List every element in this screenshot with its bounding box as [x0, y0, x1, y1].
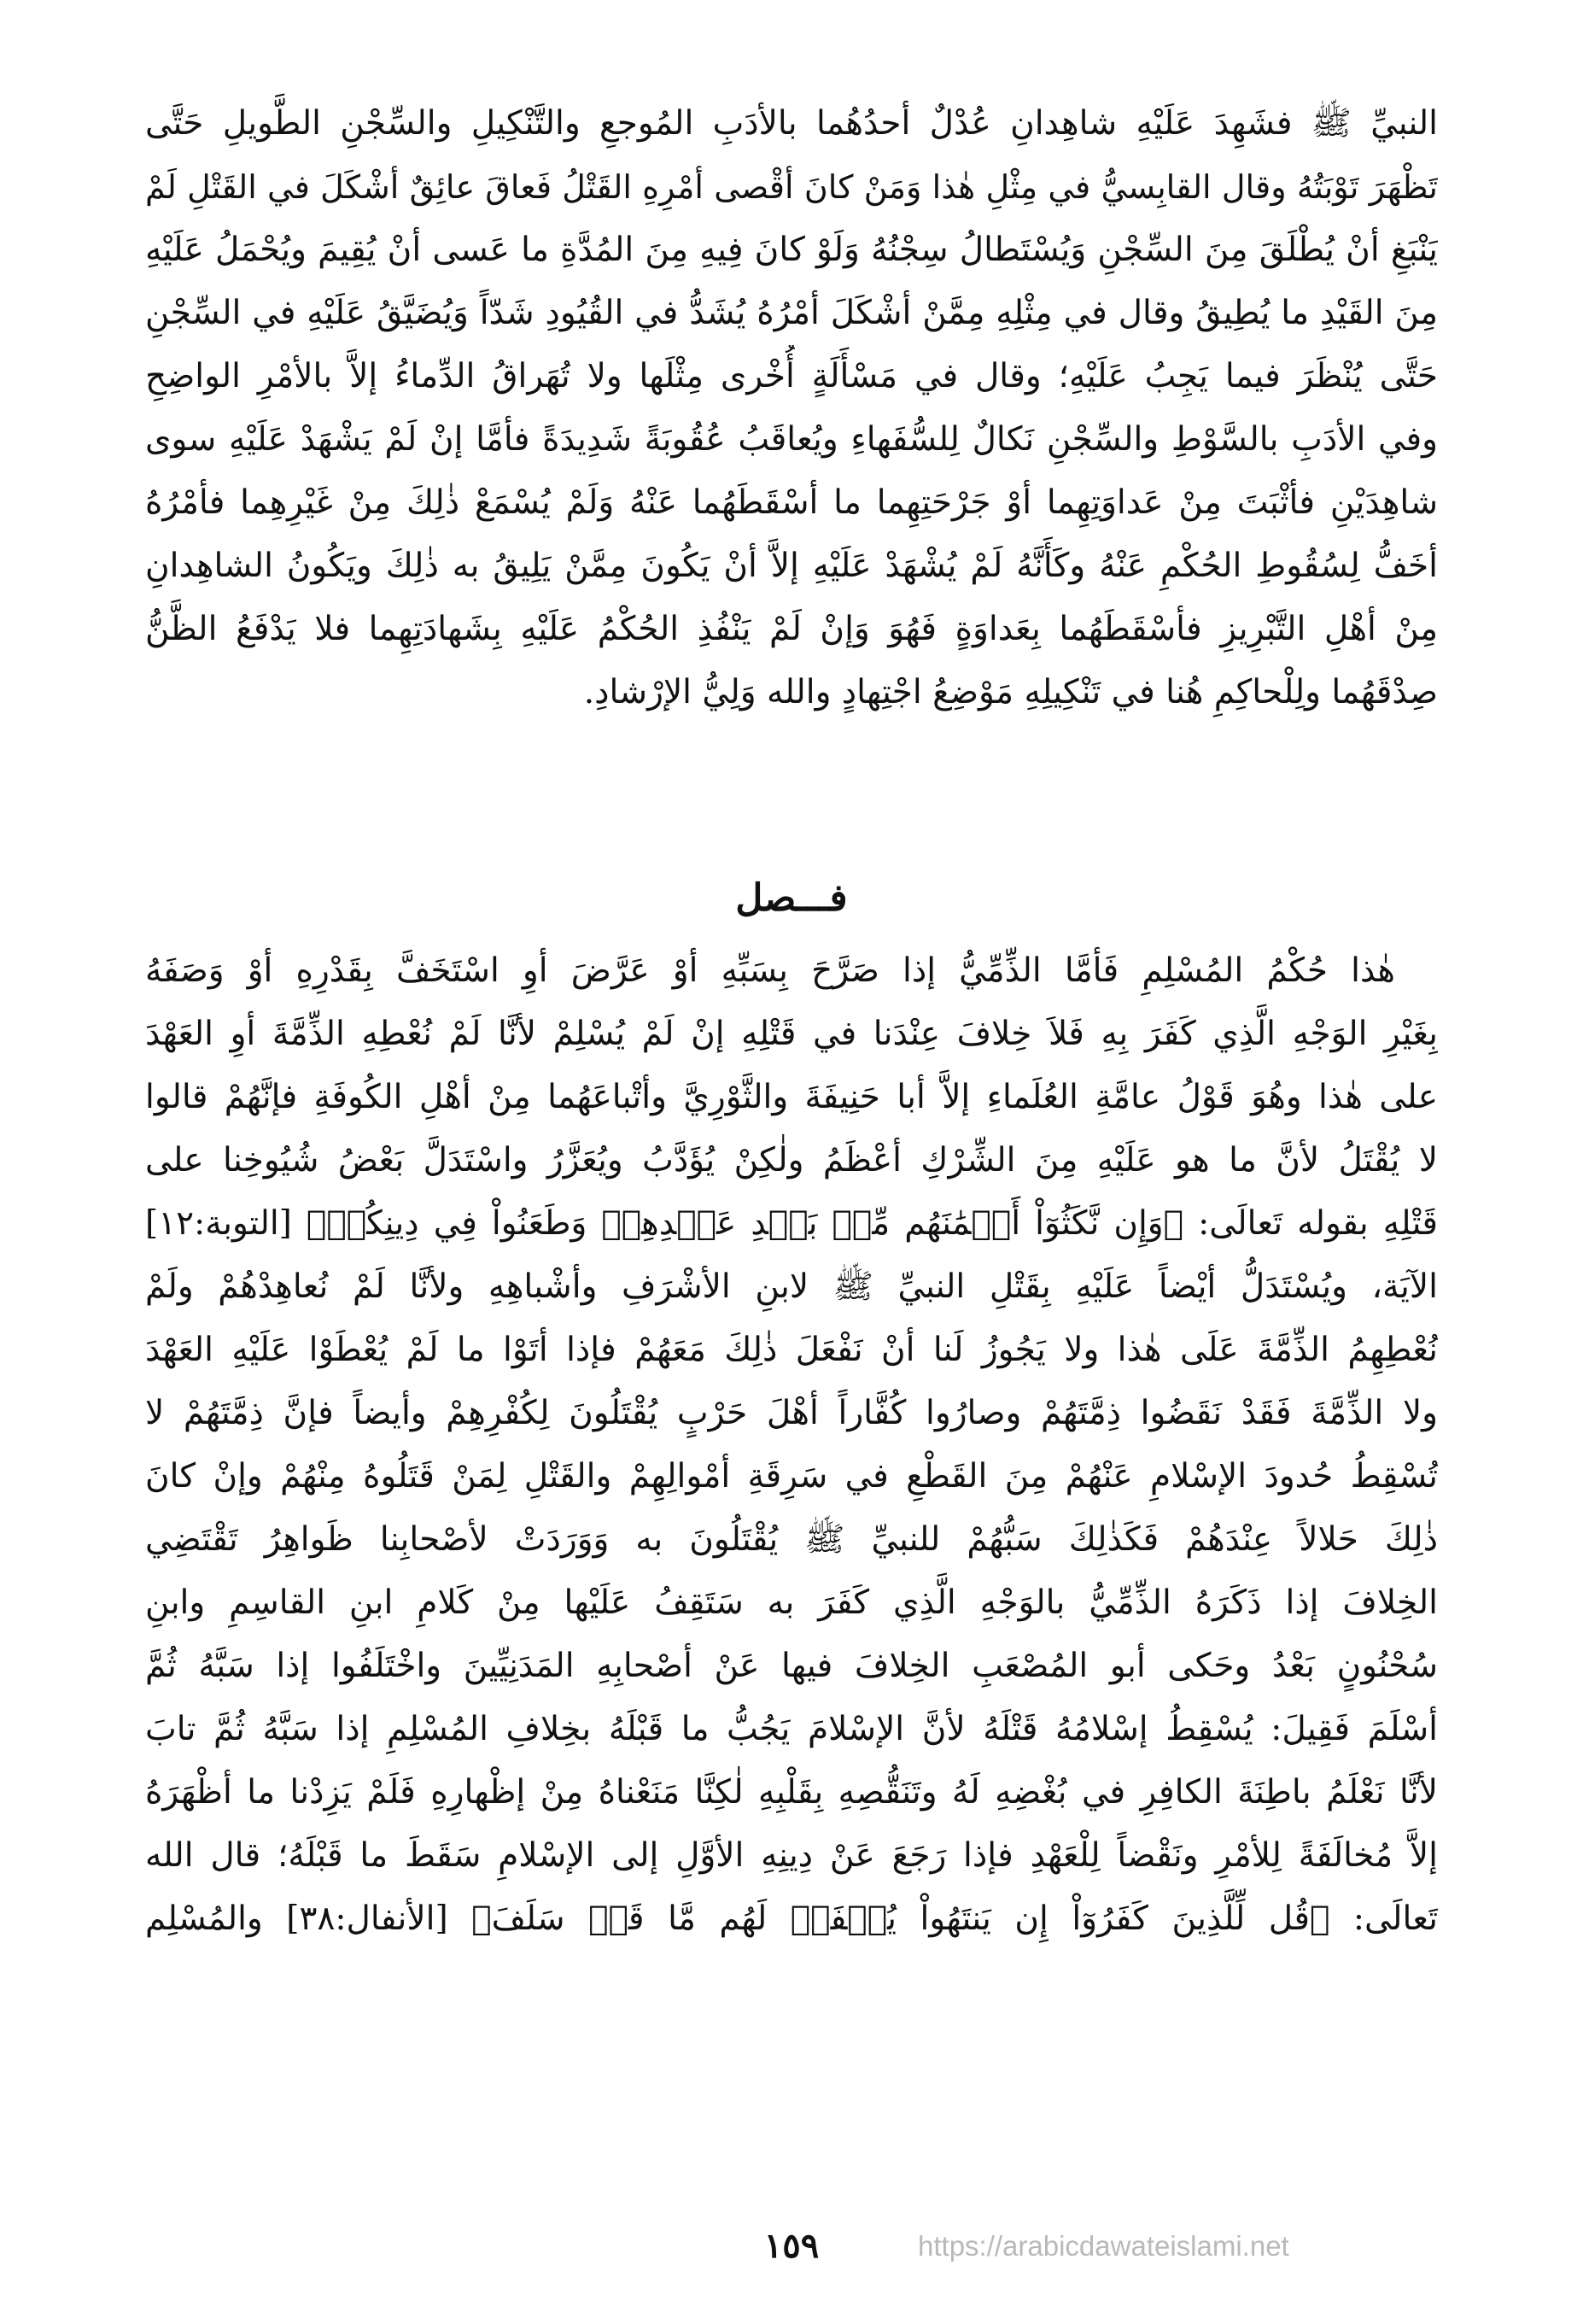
- text-line: صِدْقَهُما ولِلْحاكِمِ هُنا في تَنْكِيلِهِ مَوْضِعُ اجْتِهادٍ والله وَلِيُّ الإرْشادِ.: [583, 673, 1438, 711]
- top-paragraph: [145, 92, 1438, 724]
- text-line: على هٰذا وهُوَ قَوْلُ عامَّةِ العُلَماءِ إلاَّ أبا حَنِيفَةَ والثَّوْرِيَّ وأتْباعَهُما مِنْ أهْلِ الكُوفَةِ فإنَّهُمْ قالوا: [145, 1078, 1438, 1116]
- text-line: بِغَيْرِ الوَجْهِ الَّذِي كَفَرَ بِهِ فَلاَ خِلافَ عِنْدَنا في قَتْلِهِ إنْ لَمْ يُسْلِمْ لأنَّا لَمْ نُعْطِهِ الذِّمَّةَ أوِ العَهْدَ: [145, 1015, 1438, 1053]
- watermark-url: https://arabicdawateislami.net: [918, 2230, 1289, 2262]
- text-line: مِنَ القَيْدِ ما يُطِيقُ وقال في مِثْلِهِ مِمَّنْ أشْكَلَ أمْرُهُ يُشَدُّ في القُيُودِ شَدّاً وَيُضَيَّقُ عَلَيْهِ في السِّجْنِ: [145, 294, 1438, 332]
- text-line: الخِلافَ إذا ذَكَرَهُ الذِّمِّيُّ بالوَجْهِ الَّذِي كَفَرَ به سَتَقِفُ عَلَيْها مِنْ كَلامِ ابنِ القاسِمِ وابنِ: [145, 1583, 1438, 1622]
- text-line: ولا الذِّمَّةَ فَقَدْ نَقَضُوا ذِمَّتَهُمْ وصارُوا كُفَّاراً أهْلَ حَرْبٍ يُقْتَلُونَ لِكُفْرِهِمْ وأيضاً فإنَّ ذِمَّتَهُمْ لا: [145, 1394, 1438, 1432]
- text-line: إلاَّ مُخالَفَةً لِلأمْرِ ونَقْضاً لِلْعَهْدِ فإذا رَجَعَ عَنْ دِينِهِ الأوَّلِ إلى الإسْلامِ سَقَطَ ما قَبْلَهُ؛ قال الله: [145, 1836, 1438, 1875]
- text-line: تَظْهَرَ تَوْبَتُهُ وقال القابِسيُّ في مِثْلِ هٰذا وَمَنْ كانَ أقْصى أمْرِهِ القَتْلُ فَعاقَ عائِقٌ أشْكَلَ في القَتْلِ لَمْ: [145, 168, 1438, 206]
- text-line: قَتْلِهِ بقوله تَعالَى: ﴿وَإِن نَّكَثُوٓاْ أَيۡمَٰنَهُم مِّنۢ بَعۡدِ عَهۡدِهِمۡ وَطَعَنُواْ فِي دِينِكُمۡ﴾ [التوبة:١٢]: [145, 1204, 1438, 1243]
- text-line: أخَفُّ لِسُقُوطِ الحُكْمِ عَنْهُ وكَأَنَّهُ لَمْ يُشْهَدْ عَلَيْهِ إلاَّ أنْ يَكُونَ مِمَّنْ يَلِيقُ به ذٰلِكَ ويَكُونُ الشاهِدانِ: [145, 547, 1438, 585]
- text-line: الآيَة، ويُسْتَدَلُّ أيْضاً عَلَيْهِ بِقَتْلِ النبيِّ ﷺ لابنِ الأشْرَفِ وأشْباهِهِ ولأنَّا لَمْ نُعاهِدْهُمْ ولَمْ: [145, 1267, 1438, 1306]
- text-line: أسْلَمَ فَقِيلَ: يُسْقِطُ إسْلامُهُ قَتْلَهُ لأنَّ الإسْلامَ يَجُبُّ ما قَبْلَهُ بخِلافِ المُسْلِمِ إذا سَبَّهُ ثُمَّ تابَ: [145, 1710, 1438, 1748]
- bottom-paragraph: [145, 940, 1438, 1951]
- text-line: لأنَّا نَعْلَمُ باطِنَةَ الكافِرِ في بُغْضِهِ لَهُ وتَنَقُّصِهِ بِقَلْبِهِ لٰكِنَّا مَنَعْناهُ مِنْ إظْهارِهِ فَلَمْ يَزِدْنا ما أظْهَرَهُ: [145, 1773, 1438, 1812]
- text-line: مِنْ أهْلِ التَّبْرِيزِ فأسْقَطَهُما بِعَداوَةٍ فَهُوَ وَإنْ لَمْ يَنْفُذِ الحُكْمُ عَلَيْهِ بِشَهادَتِهِما فلا يَدْفَعُ الظَّنُّ: [145, 610, 1438, 648]
- text-line: النبيِّ ﷺ فشَهِدَ عَلَيْهِ شاهِدانِ عُدْلٌ أحدُهُما بالأدَبِ المُوجعِ والتَّنْكِيلِ والسِّجْنِ الطَّويلِ حَتَّى: [145, 104, 1438, 143]
- text-line: تُسْقِطُ حُدودَ الإسْلامِ عَنْهُمْ مِنَ القَطْعِ في سَرِقَةِ أمْوالِهِمْ والقَتْلِ لِمَنْ قَتَلُوهُ مِنْهُمْ وإنْ كانَ: [145, 1457, 1438, 1496]
- text-line: تَعالَى: ﴿قُل لِّلَّذِينَ كَفَرُوٓاْ إِن يَنتَهُواْ يُغۡفَرۡ لَهُم مَّا قَدۡ سَلَفَ﴾ [الأنفال:٣٨] والمُسْلِم: [145, 1900, 1438, 1938]
- section-heading: فـــصل: [735, 876, 848, 920]
- text-line: يَنْبَغِ أنْ يُطْلَقَ مِنَ السِّجْنِ وَيُسْتَطالُ سِجْنُهُ وَلَوْ كانَ فِيهِ مِنَ المُدَّةِ ما عَسى أنْ يُقِيمَ ويُحْمَلُ عَلَيْهِ: [145, 231, 1438, 269]
- text-line: نُعْطِهِمُ الذِّمَّةَ عَلَى هٰذا ولا يَجُوزُ لَنا أنْ نَفْعَلَ ذٰلِكَ مَعَهُمْ فإذا أتَوْا ما لَمْ يُعْطَوْا عَلَيْهِ العَهْدَ: [145, 1331, 1438, 1369]
- text-line: ذٰلِكَ حَلالاً عِنْدَهُمْ فَكَذٰلِكَ سَبُّهُمْ للنبيِّ ﷺ يُقْتَلُونَ به وَوَرَدَتْ لأصْحابِنا ظَواهِرُ تَقْتَضِي: [145, 1520, 1438, 1559]
- page-number: ١٥٩: [763, 2226, 820, 2266]
- text-line: هٰذا حُكْمُ المُسْلِمِ فَأمَّا الذِّمِّيُّ إذا صَرَّحَ بِسَبِّهِ أوْ عَرَّضَ أوِ اسْتَخَفَّ بِقَدْرِهِ أوْ وَصَفَهُ: [145, 951, 1395, 990]
- text-line: سُحْنُونٍ بَعْدُ وحَكى أبو المُصْعَبِ الخِلافَ فيها عَنْ أصْحابِهِ المَدَنِيِّينَ واخْتَلَفُوا إذا سَبَّهُ ثُمَّ: [145, 1647, 1438, 1685]
- text-line: لا يُقْتَلُ لأنَّ ما هو عَلَيْهِ مِنَ الشِّرْكِ أعْظَمُ ولٰكِنْ يُؤَدَّبُ ويُعَزَّرُ واسْتَدَلَّ بَعْضُ شُيُوخِنا على: [145, 1141, 1438, 1180]
- text-line: وفي الأدَبِ بالسَّوْطِ والسِّجْنِ نَكالٌ لِلسُّفَهاءِ ويُعاقَبُ عُقُوبَةً شَدِيدَةً فأمَّا إنْ لَمْ يَشْهَدْ عَلَيْهِ سوى: [145, 420, 1438, 459]
- text-line: حَتَّى يُنْظَرَ فيما يَجِبُ عَلَيْهِ؛ وقال في مَسْأَلَةٍ أُخْرى مِثْلَها ولا تُهَراقُ الدِّماءُ إلاَّ بالأمْرِ الواضِحِ: [145, 357, 1438, 395]
- text-line: شاهِدَيْنِ فأثْبَتَ مِنْ عَداوَتِهِما أوْ جَرْحَتِهِما ما أسْقَطَهُما عَنْهُ وَلَمْ يُسْمَعْ ذٰلِكَ مِنْ غَيْرِهِما فأمْرُهُ: [145, 483, 1438, 522]
